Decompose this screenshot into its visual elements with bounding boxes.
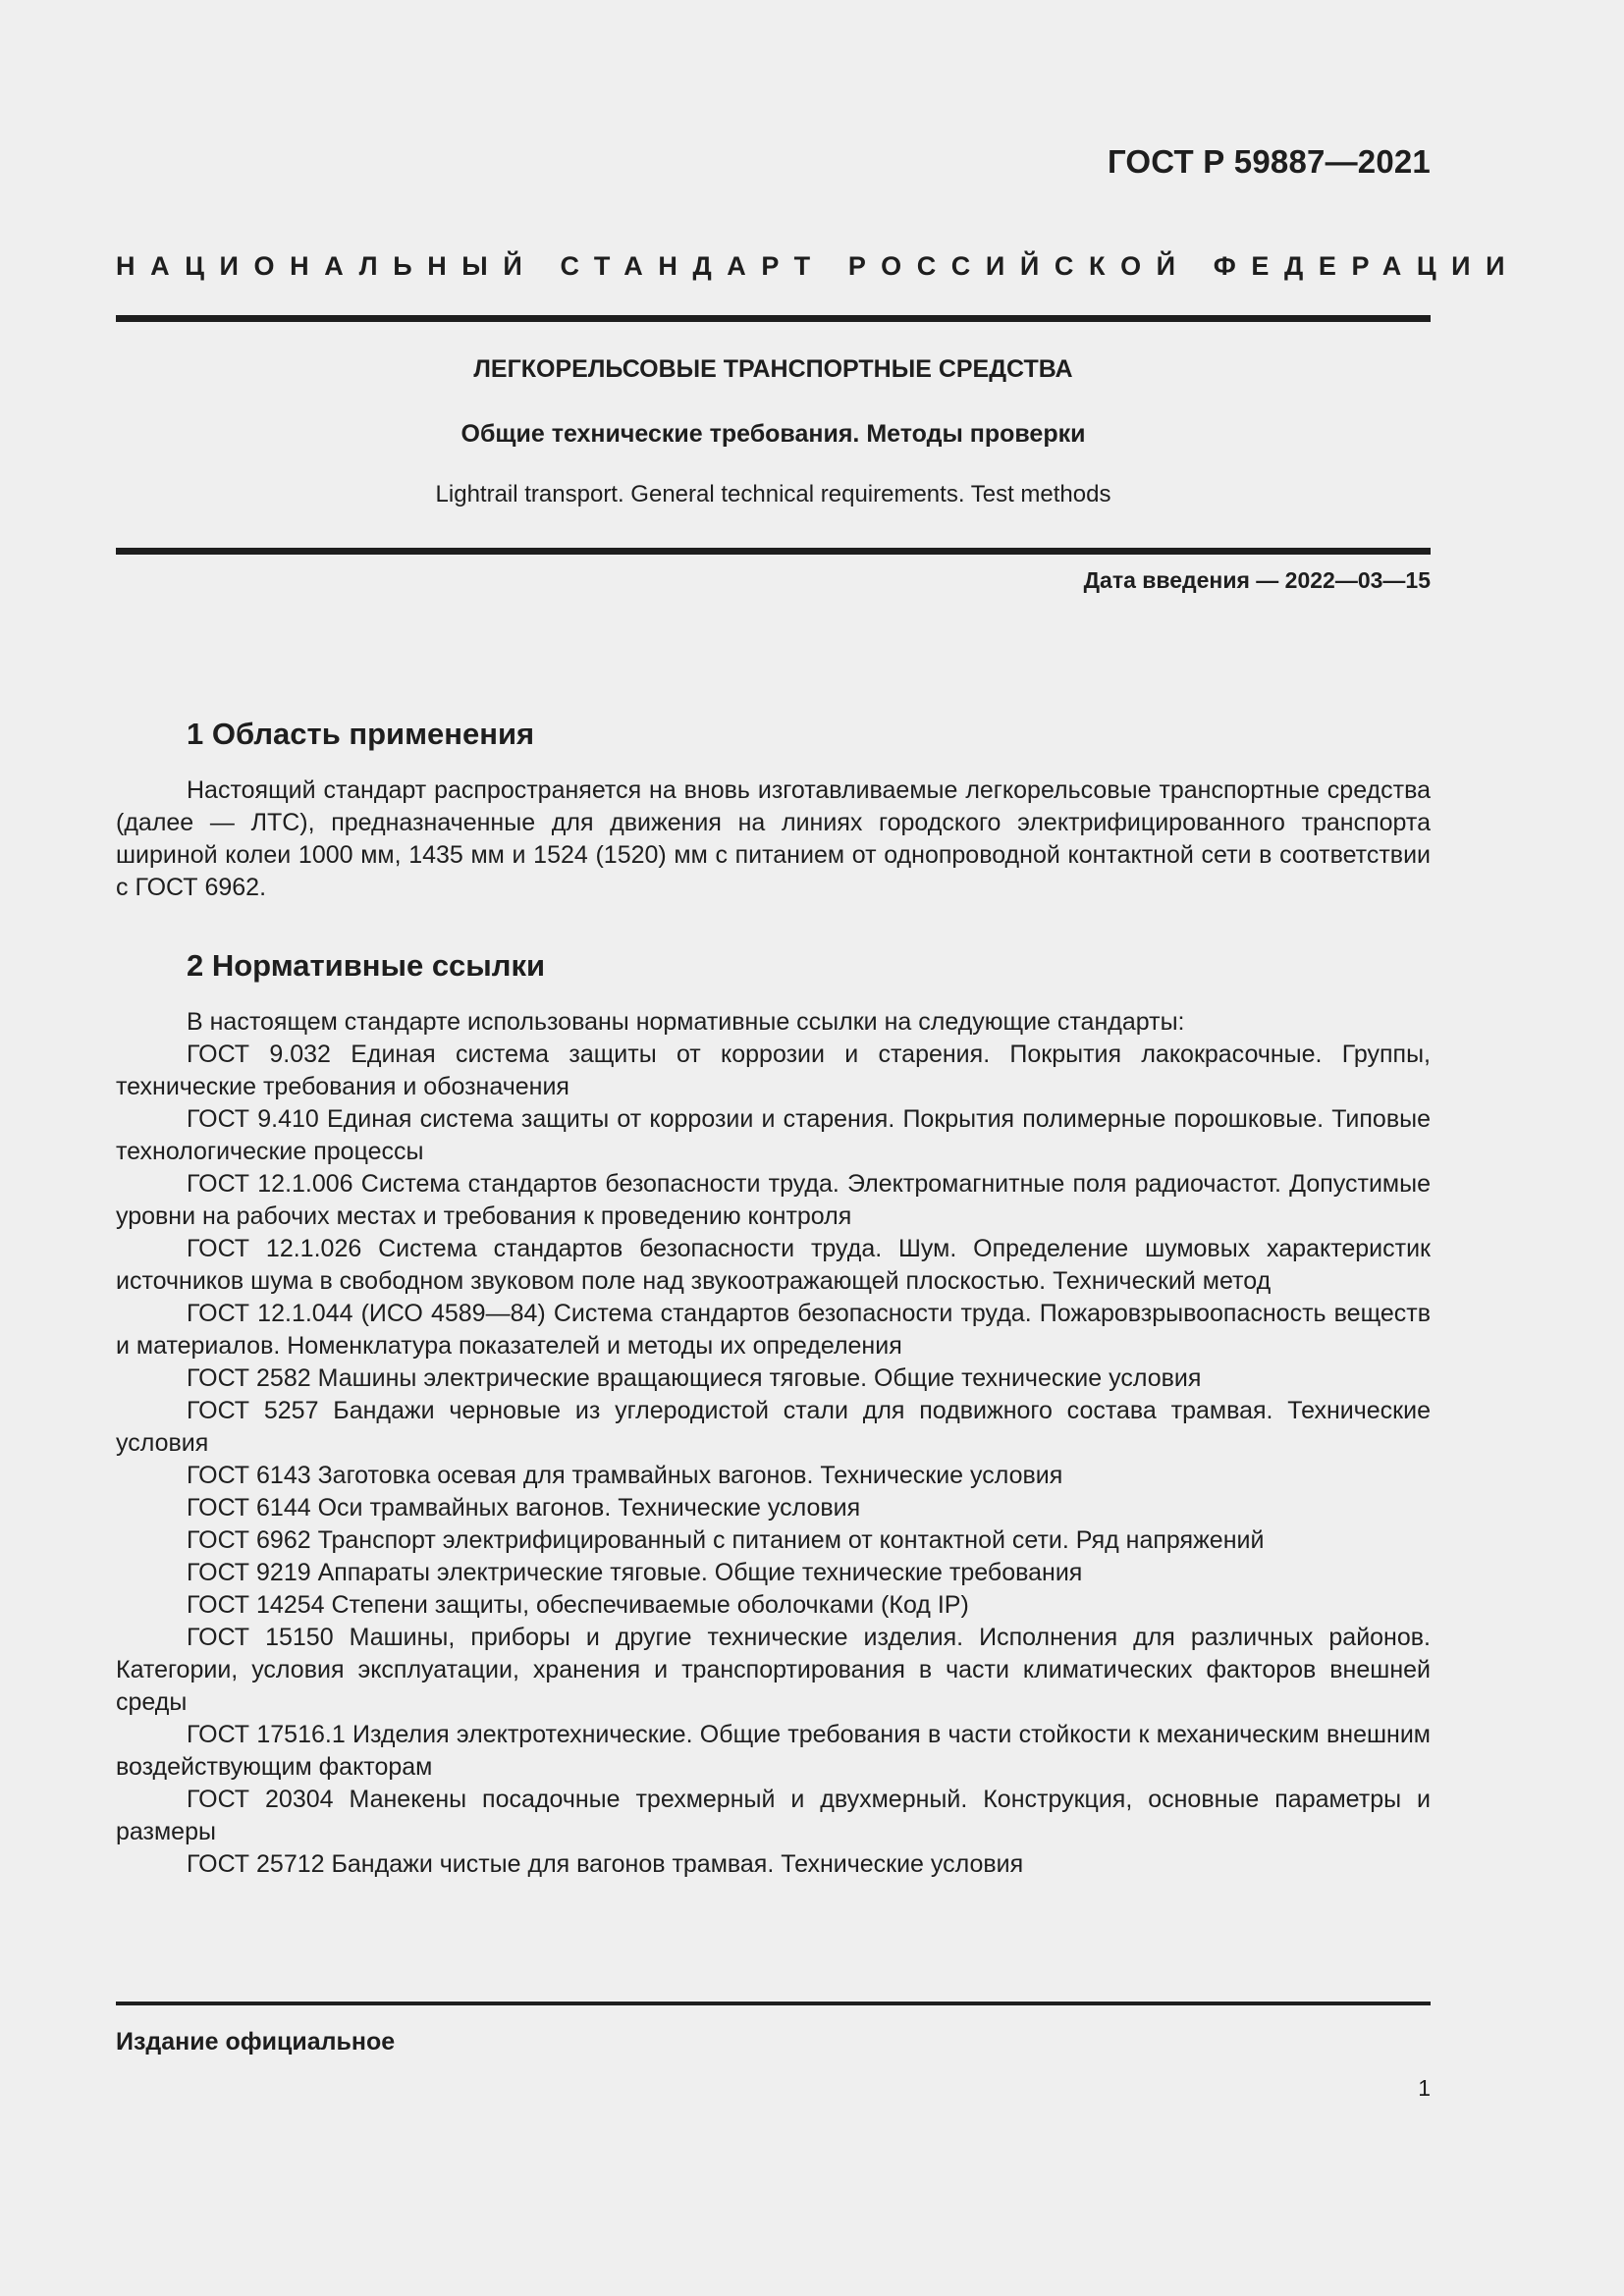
reference-item: ГОСТ 9.410 Единая система защиты от коррозии и старения. Покрытия полимерные порошковые. Типовые технологические процессы <box>116 1105 1431 1165</box>
section-body-scope <box>116 774 1431 904</box>
footer-divider <box>116 2002 1431 2005</box>
reference-item: ГОСТ 6143 Заготовка осевая для трамвайных вагонов. Технические условия <box>187 1462 1063 1489</box>
paragraph: В настоящем стандарте использованы нормативные ссылки на следующие стандарты: <box>187 1008 1185 1036</box>
reference-item: ГОСТ 14254 Степени защиты, обеспечиваемые оболочками (Код IP) <box>187 1591 969 1619</box>
reference-item: ГОСТ 5257 Бандажи черновые из углеродистой стали для подвижного состава трамвая. Технические условия <box>116 1397 1431 1457</box>
page-number: 1 <box>1418 2075 1431 2101</box>
reference-item: ГОСТ 12.1.006 Система стандартов безопасности труда. Электромагнитные поля радиочастот. Допустимые уровни на рабочих местах и требования к проведению контроля <box>116 1170 1431 1230</box>
document-code: ГОСТ Р 59887—2021 <box>1107 143 1431 180</box>
document-page <box>116 0 1521 2296</box>
main-title: ЛЕГКОРЕЛЬСОВЫЕ ТРАНСПОРТНЫЕ СРЕДСТВА <box>473 355 1073 383</box>
national-standard-banner: НАЦИОНАЛЬНЫЙ СТАНДАРТ РОССИЙСКОЙ ФЕДЕРАЦИИ <box>116 251 1521 281</box>
subtitle: Общие технические требования. Методы проверки <box>460 420 1086 448</box>
section-body-references <box>116 1006 1431 1881</box>
reference-item: ГОСТ 17516.1 Изделия электротехнические. Общие требования в части стойкости к механическим внешним воздействующим факторам <box>116 1721 1431 1781</box>
reference-item: ГОСТ 9.032 Единая система защиты от коррозии и старения. Покрытия лакокрасочные. Группы, технические требования и обозначения <box>116 1041 1431 1100</box>
section-heading-references: 2 Нормативные ссылки <box>187 948 546 983</box>
reference-item: ГОСТ 12.1.026 Система стандартов безопасности труда. Шум. Определение шумовых характеристик источников шума в свободном звуковом поле над звукоотражающей плоскостью. Технический метод <box>116 1235 1431 1295</box>
reference-item: ГОСТ 6144 Оси трамвайных вагонов. Технические условия <box>187 1494 861 1522</box>
reference-item: ГОСТ 15150 Машины, приборы и другие технические изделия. Исполнения для различных районов. Категории, условия эксплуатации, хранения и транспортирования в части климатических факторов внешней среды <box>116 1624 1431 1716</box>
paragraph: Настоящий стандарт распространяется на вновь изготавливаемые легкорельсовые транспортные средства (далее — ЛТС), предназначенные для движения на линиях городского электрифицированного транспорта шириной колеи 1000 мм, 1435 мм и 1524 (1520) мм с питанием от однопроводной контактной сети в соответствии с ГОСТ 6962. <box>116 776 1431 901</box>
reference-item: ГОСТ 20304 Манекены посадочные трехмерный и двухмерный. Конструкция, основные параметры и размеры <box>116 1786 1431 1845</box>
top-divider <box>116 315 1431 322</box>
reference-item: ГОСТ 12.1.044 (ИСО 4589—84) Система стандартов безопасности труда. Пожаровзрывоопасность веществ и материалов. Номенклатура показателей и методы их определения <box>116 1300 1431 1360</box>
section-heading-scope: 1 Область применения <box>187 717 535 751</box>
reference-item: ГОСТ 6962 Транспорт электрифицированный с питанием от контактной сети. Ряд напряжений <box>187 1526 1265 1554</box>
english-title: Lightrail transport. General technical requirements. Test methods <box>435 481 1111 507</box>
title-divider <box>116 548 1431 555</box>
reference-item: ГОСТ 9219 Аппараты электрические тяговые. Общие технические требования <box>187 1559 1083 1586</box>
reference-item: ГОСТ 2582 Машины электрические вращающиеся тяговые. Общие технические условия <box>187 1364 1202 1392</box>
reference-item: ГОСТ 25712 Бандажи чистые для вагонов трамвая. Технические условия <box>187 1850 1024 1878</box>
introduction-date: Дата введения — 2022—03—15 <box>1083 567 1431 593</box>
edition-label: Издание официальное <box>116 2028 396 2056</box>
